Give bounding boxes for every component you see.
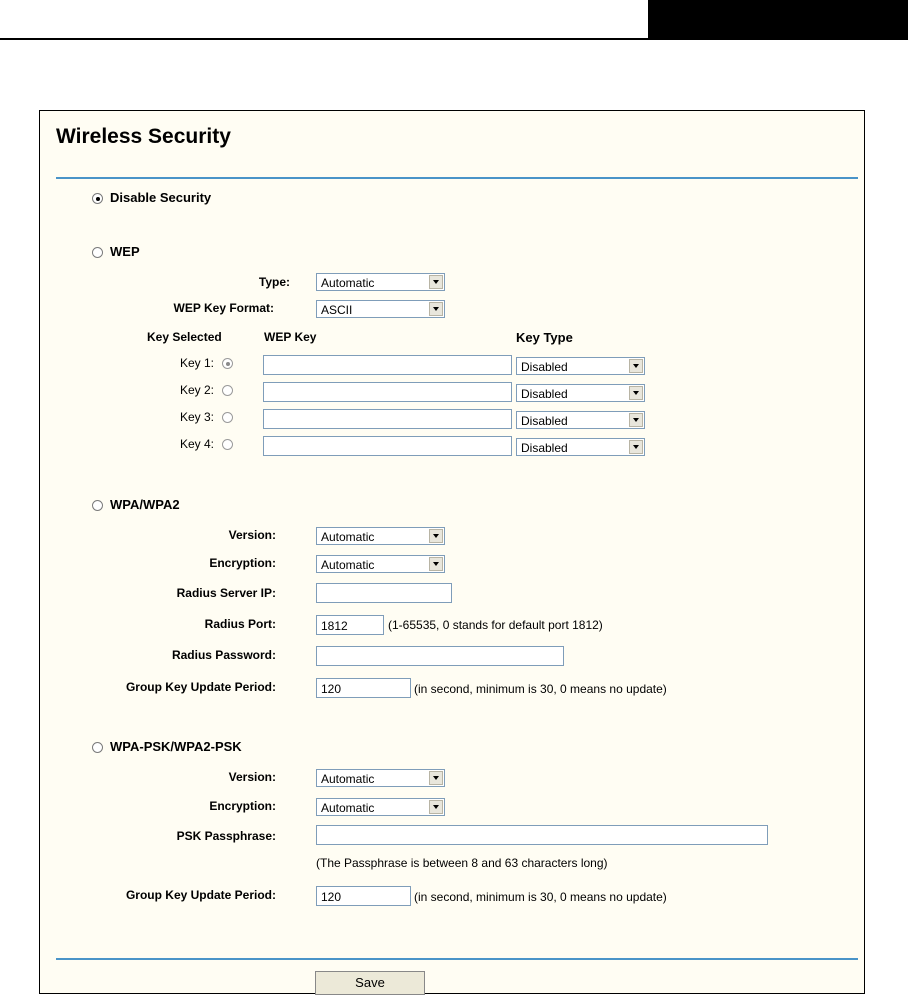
wep-key-format-value: ASCII [321,303,353,317]
title-divider [56,177,858,179]
key2-label: Key 2: [180,383,215,397]
key1-radio[interactable] [222,358,233,369]
key3-input[interactable] [263,409,512,429]
chevron-down-icon [429,275,443,289]
wep-type-value: Automatic [321,276,375,290]
psk-passphrase-hint: (The Passphrase is between 8 and 63 characters long) [316,856,608,870]
chevron-down-icon [429,557,443,571]
key3-type-value: Disabled [521,414,568,428]
psk-group-key-input[interactable] [316,886,411,906]
radius-password-label: Radius Password: [171,648,276,662]
radius-ip-label: Radius Server IP: [176,586,276,600]
wpa-group-key-label: Group Key Update Period: [125,680,276,694]
chevron-down-icon [629,413,643,427]
key3-radio[interactable] [222,412,233,423]
psk-group-key-label: Group Key Update Period: [125,888,276,902]
psk-radio[interactable] [92,742,103,753]
wep-key-format-select[interactable] [316,300,445,318]
psk-passphrase-label: PSK Passphrase: [176,829,276,843]
chevron-down-icon [429,800,443,814]
wep-type-select[interactable] [316,273,445,291]
psk-group-key-hint: (in second, minimum is 30, 0 means no update) [414,890,667,904]
page-title: Wireless Security [56,125,231,148]
wpa-encryption-label: Encryption: [209,556,276,570]
psk-label: WPA-PSK/WPA2-PSK [110,739,242,754]
key4-type-select[interactable] [516,438,645,456]
wep-type-label: Type: [258,275,290,289]
col-key-selected: Key Selected [147,330,222,344]
disable-security-radio[interactable] [92,193,103,204]
key4-radio[interactable] [222,439,233,450]
radius-port-input[interactable] [316,615,384,635]
key1-type-select[interactable] [516,357,645,375]
wep-label: WEP [110,244,140,259]
col-wep-key: WEP Key [264,330,317,344]
key1-input[interactable] [263,355,512,375]
key4-input[interactable] [263,436,512,456]
wireless-security-panel [39,110,865,994]
footer-divider [56,958,858,960]
psk-version-select[interactable] [316,769,445,787]
save-button[interactable]: Save [315,971,425,995]
radius-port-label: Radius Port: [204,617,276,631]
wep-radio[interactable] [92,247,103,258]
wpa-version-value: Automatic [321,530,375,544]
wpa-label: WPA/WPA2 [110,497,180,512]
col-key-type: Key Type [516,330,573,345]
key1-label: Key 1: [180,356,215,370]
chevron-down-icon [429,771,443,785]
radius-password-input[interactable] [316,646,564,666]
chevron-down-icon [629,440,643,454]
wpa-group-key-value: 120 [321,682,342,696]
psk-encryption-label: Encryption: [209,799,276,813]
wpa-group-key-hint: (in second, minimum is 30, 0 means no update) [414,682,667,696]
key4-label: Key 4: [180,437,215,451]
psk-version-label: Version: [228,770,276,784]
chevron-down-icon [629,359,643,373]
chevron-down-icon [429,302,443,316]
psk-version-value: Automatic [321,772,375,786]
key1-type-value: Disabled [521,360,568,374]
key3-label: Key 3: [180,410,215,424]
key3-type-select[interactable] [516,411,645,429]
wpa-radio[interactable] [92,500,103,511]
chevron-down-icon [429,529,443,543]
header-black-block [648,0,908,38]
wpa-group-key-input[interactable] [316,678,411,698]
header-rule [0,38,908,40]
wpa-version-label: Version: [228,528,276,542]
disable-security-label: Disable Security [110,190,212,205]
chevron-down-icon [629,386,643,400]
psk-encryption-value: Automatic [321,801,375,815]
radius-port-value: 1812 [321,619,348,633]
key2-radio[interactable] [222,385,233,396]
psk-passphrase-input[interactable] [316,825,768,845]
radius-ip-input[interactable] [316,583,452,603]
key2-type-value: Disabled [521,387,568,401]
wpa-version-select[interactable] [316,527,445,545]
wep-key-format-label: WEP Key Format: [173,301,274,315]
key2-type-select[interactable] [516,384,645,402]
wpa-encryption-value: Automatic [321,558,375,572]
psk-group-key-value: 120 [321,890,342,904]
wpa-encryption-select[interactable] [316,555,445,573]
key4-type-value: Disabled [521,441,568,455]
radius-port-hint: (1-65535, 0 stands for default port 1812) [388,618,603,632]
key2-input[interactable] [263,382,512,402]
psk-encryption-select[interactable] [316,798,445,816]
